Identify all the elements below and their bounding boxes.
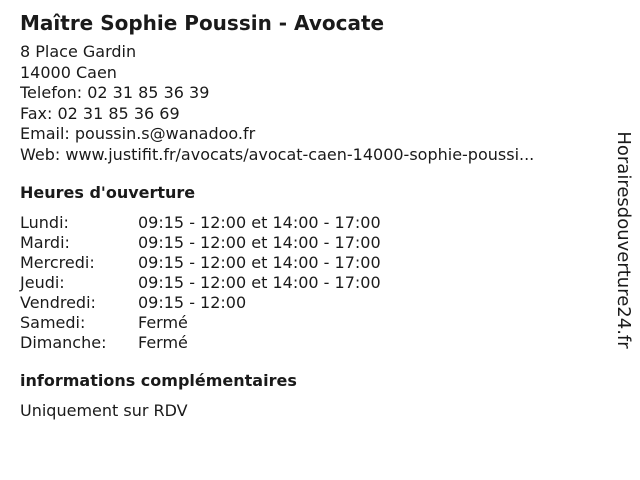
- day-hours: 09:15 - 12:00: [138, 293, 247, 312]
- hours-table: [20, 213, 600, 353]
- day-hours: 09:15 - 12:00 et 14:00 - 17:00: [138, 273, 381, 292]
- address-city: 14000 Caen: [20, 62, 117, 82]
- info-text: Uniquement sur RDV: [20, 401, 188, 420]
- email-line: Email: poussin.s@wanadoo.fr: [20, 124, 256, 143]
- contact-block: [20, 42, 600, 165]
- day-label: Mercredi:: [20, 253, 95, 272]
- web-line: Web: www.justifit.fr/avocats/avocat-caen-14000-sophie-poussi...: [20, 144, 535, 164]
- info-heading: informations complémentaires: [20, 371, 297, 390]
- day-hours: 09:15 - 12:00 et 14:00 - 17:00: [138, 253, 381, 272]
- day-label: Samedi:: [20, 313, 86, 332]
- hours-row-wednesday: [20, 253, 600, 273]
- day-label: Mardi:: [20, 233, 70, 252]
- day-label: Jeudi:: [20, 273, 65, 292]
- hours-row-thursday: [20, 273, 600, 293]
- fax-line: Fax: 02 31 85 36 69: [20, 103, 180, 123]
- day-label: Vendredi:: [20, 293, 96, 312]
- business-card: [20, 10, 600, 421]
- day-hours: 09:15 - 12:00 et 14:00 - 17:00: [138, 213, 381, 232]
- day-hours: Fermé: [138, 333, 188, 352]
- day-label: Lundi:: [20, 213, 69, 232]
- hours-row-friday: [20, 293, 600, 313]
- day-hours: Fermé: [138, 313, 188, 332]
- day-hours: 09:15 - 12:00 et 14:00 - 17:00: [138, 233, 381, 252]
- hours-row-sunday: [20, 333, 600, 353]
- page-title: Maître Sophie Poussin - Avocate: [20, 11, 385, 35]
- address-street: 8 Place Gardin: [20, 42, 137, 61]
- site-watermark: Horairesdouverture24.fr: [613, 131, 634, 349]
- hours-row-tuesday: [20, 233, 600, 253]
- hours-row-monday: [20, 213, 600, 233]
- hours-heading: Heures d'ouverture: [20, 183, 196, 202]
- phone-line: Telefon: 02 31 85 36 39: [20, 83, 210, 102]
- day-label: Dimanche:: [20, 333, 107, 352]
- hours-row-saturday: [20, 313, 600, 333]
